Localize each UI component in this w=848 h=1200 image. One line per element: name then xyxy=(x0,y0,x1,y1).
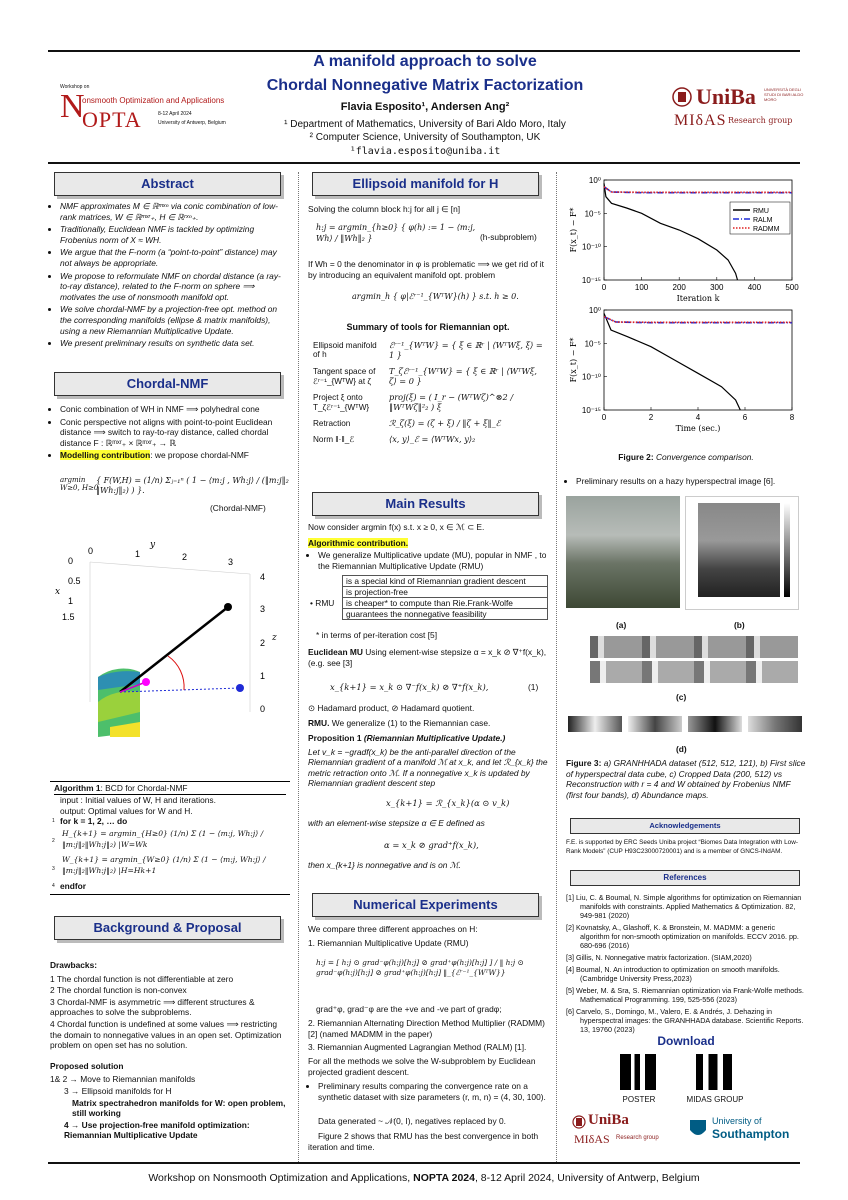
midas-logo: MIδAS xyxy=(674,112,727,129)
fig3-label-c: (c) xyxy=(676,692,687,702)
drawback-item: 3 Chordal-NMF is asymmetric ⟹ different structures & approaches to solve the subproblems. xyxy=(50,996,255,1018)
hazy-bullet-wrap xyxy=(566,476,806,489)
fig3d-xtick: 0 xyxy=(88,546,94,556)
fig3-caption-label: Figure 3: xyxy=(566,758,602,768)
fig3d-hemisphere xyxy=(98,669,140,737)
series-line-radmm xyxy=(604,187,792,193)
tools-row xyxy=(310,364,546,388)
prop-text: Let v_k = −gradf(x_k) be the anti-parallel direction of the Riemannian gradient of a manifold ℳ at x_k, and let ℛ_{x_k} the metric retraction onto ℳ. If a nonnegative x_k is updated by Riemannian gradient descent step xyxy=(308,746,548,789)
series-line-rmu xyxy=(604,183,738,280)
fig3d-angle-arc xyxy=(168,656,184,690)
x-tick-label: 2 xyxy=(648,413,654,422)
algorithm-title: Algorithm 1 xyxy=(54,783,101,793)
tool-name: Norm ‖·‖_ℰ xyxy=(313,435,355,444)
modelling-contribution-label: Modelling contribution xyxy=(60,450,151,461)
algo-contrib-label: Algorithmic contribution. xyxy=(308,538,409,548)
x-tick-label: 8 xyxy=(789,413,795,422)
algorithm-line3: W_{k+1} = argmin_{W≥0} (1/n) Σ (1 − ⟨m:j, Wh:j⟩ / ‖m:j‖₂‖Wh:j‖₂) |H=Hk+1 xyxy=(62,855,266,875)
footer-text xyxy=(48,1172,800,1184)
euclid-mu-label: Euclidean MU xyxy=(308,647,363,657)
cropped-row-bottom xyxy=(590,661,798,683)
algorithm-line1: for k = 1, 2, … do xyxy=(60,816,128,826)
ellipsoid-heading: Ellipsoid manifold for H xyxy=(312,172,539,196)
hadamard-note: ⊙ Hadamard product, ⊘ Hadamard quotient. xyxy=(308,703,475,713)
prop-text2: with an element-wise stepsize α ∈ E defined as xyxy=(308,818,485,828)
numerical-item2: 2. Riemannian Alternating Direction Method Multiplier (RADMM) [2] (named MADMM in the paper) xyxy=(308,1018,545,1039)
fig3d-blue-point xyxy=(236,684,244,692)
h-subproblem-tag: (h-subproblem) xyxy=(480,232,537,242)
x-tick-label: 300 xyxy=(710,283,724,292)
drawback-item: 4 Chordal function is undefined at some values ⟹ restricting the domain to nonnegative values in an open set. Optimization problem on open set has no solution. xyxy=(50,1018,282,1051)
abstract-item: • Traditionally, Euclidean NMF is tackled by optimizing Frobenius norm of X ≈ WH. xyxy=(60,224,290,245)
cropped-data-strip xyxy=(576,636,798,684)
references-list xyxy=(566,893,806,1037)
prop-eq2: α = x_k ⊘ grad⁺f(x_k), xyxy=(384,840,479,850)
bottom-midas-logo: MIδAS xyxy=(574,1132,610,1146)
abundance-maps xyxy=(566,712,806,734)
uniba-wordmark: UniBa xyxy=(696,84,756,109)
rmu-gen-label: RMU. xyxy=(308,718,330,728)
x-tick-label: 200 xyxy=(672,283,686,292)
proposition xyxy=(308,733,548,792)
bottom-uniba-wordmark: UniBa xyxy=(588,1112,629,1128)
algorithm-line2: H_{k+1} = argmin_{H≥0} (1/n) Σ (1 − ⟨m:j, Wh:j⟩ / ‖m:j‖₂‖Wh:j‖₂) |W=Wk xyxy=(62,829,264,849)
uniba-logo xyxy=(672,84,802,134)
bottom-logos xyxy=(572,1112,804,1152)
rmu-property: is projection-free xyxy=(343,587,548,598)
workshop-logo-place: University of Antwerp, Belgium xyxy=(158,120,226,126)
y-tick-label: 10⁻⁵ xyxy=(584,339,601,349)
x-tick-label: 100 xyxy=(634,283,649,292)
drawback-item: 1 The chordal function is not differentiable at zero xyxy=(50,973,234,984)
ack-text: F.E. is supported by ERC Seeds Uniba project “Biomes Data Integration with Low-Rank Models” (CUP H93C23000720001) and is a member of GNCS-INdAM. xyxy=(566,839,798,855)
algorithm-title-rest: : BCD for Chordal-NMF xyxy=(100,783,188,793)
southampton-name: Southampton xyxy=(712,1127,790,1141)
workshop-logo-date: 8-12 April 2024 xyxy=(158,111,192,117)
fig3d-ytick: 1.5 xyxy=(62,612,75,622)
series-line-rmu xyxy=(604,313,740,410)
chordal-item-modelling xyxy=(60,450,290,461)
abundance-map xyxy=(628,716,682,732)
ellipsoid-intro: Solving the column block h:j for all j ∈ [n] xyxy=(308,204,461,214)
workshop-logo-opta: OPTA xyxy=(82,107,142,132)
email: ¹flavia.esposito@uniba.it xyxy=(349,146,501,157)
chordal-item: • Conic combination of WH in NMF ⟹ polyhedral cone xyxy=(60,404,290,415)
proposed-label: Proposed solution xyxy=(50,1060,124,1071)
x-tick-label: 400 xyxy=(747,283,762,292)
y-tick-label: 10⁰ xyxy=(588,176,601,185)
fig3d-xlabel: y xyxy=(150,540,156,550)
fig3d-ylabel: x xyxy=(55,587,61,597)
eq1: x_{k+1} = x_k ⊙ ∇⁻f(x_k) ⊘ ∇⁺f(x_k), xyxy=(330,682,489,692)
manifold-problem: argmin_h { φ|ℰʳ⁻¹_{WᵀW}(h) } s.t. h ≥ 0. xyxy=(352,292,519,301)
footer-bold: NOPTA 2024 xyxy=(413,1172,475,1184)
chart-frame xyxy=(604,310,792,410)
abundance-map xyxy=(688,716,742,732)
fig3d-black-line xyxy=(120,607,228,692)
abundance-map xyxy=(748,716,802,732)
y-tick-label: 10⁻¹⁵ xyxy=(581,406,601,415)
fig3-label-d: (d) xyxy=(676,744,687,754)
background-body xyxy=(50,960,290,1144)
reference-item: [1] Liu, C. & Boumal, N. Simple algorithms for optimization on Riemannian manifolds with constraints. Applied Mathematics & Optimization. 82, 949-981 (2020) xyxy=(566,893,802,920)
main-results-consider: Now consider argmin f(x) s.t. x ≥ 0, x ∈ ℳ ⊂ E. xyxy=(308,522,485,532)
x-tick-label: 6 xyxy=(742,413,748,422)
midas-subtitle: Research group xyxy=(728,116,793,125)
main-results-heading: Main Results xyxy=(312,492,539,516)
proposed-item: 3 → Ellipsoid manifolds for H xyxy=(64,1085,172,1096)
workshop-logo-line: onsmooth Optimization and Applications xyxy=(82,96,225,105)
midas-qr-code[interactable] xyxy=(696,1054,732,1090)
y-tick-label: 10⁻¹⁰ xyxy=(582,372,601,382)
rmu-property: is cheaper* to compute than Rie.Frank-Wolfe xyxy=(343,598,548,609)
tools-table xyxy=(308,336,548,448)
ellipsoid-problem-text: If Wh = 0 the denominator in φ is problematic ⟹ we get rid of it by introducing an equivalent manifold opt. problem xyxy=(308,259,544,280)
y-tick-label: 10⁻¹⁰ xyxy=(582,242,601,252)
legend-label: RMU xyxy=(753,208,769,215)
rmu-generalize xyxy=(308,718,548,729)
figure-note: Figure 2 shows that RMU has the best convergence in both iteration and time. xyxy=(308,1131,539,1152)
abstract-item: • We present preliminary results on synthetic data set. xyxy=(60,338,290,349)
algorithm-line-num: 2 xyxy=(52,838,55,844)
prop-label: Proposition 1 xyxy=(308,733,362,743)
numerical-intro: We compare three different approaches on H: xyxy=(308,924,478,934)
fig3d-xtick: 1 xyxy=(135,549,141,559)
hazy-slice xyxy=(698,503,780,597)
tools-row xyxy=(310,390,546,414)
prop-text3: then x_{k+1} is nonnegative and is on ℳ. xyxy=(308,860,462,870)
chordal-item: • Conic perspective not aligns with point-to-point Euclidean distance ⟹ switch to ray-to-ray distance, called chordal distance F : ℝᵐˣʳ₊ × ℝᵐˣʳ₊ → ℝ xyxy=(60,417,290,449)
affiliation-1: ¹ Department of Mathematics, University of Bari Aldo Moro, Italy xyxy=(284,119,566,130)
convergence-iteration-chart xyxy=(566,172,806,307)
numerical-bullet: • Preliminary results comparing the convergence rate on a synthetic dataset with size parameters (r, m, n) = (4, 30, 100). xyxy=(318,1081,548,1102)
x-tick-label: 4 xyxy=(695,413,701,422)
legend-label: RADMM xyxy=(753,226,780,233)
tools-row xyxy=(310,416,546,430)
hazy-colorbar xyxy=(784,503,790,597)
x-tick-label: 500 xyxy=(785,283,799,292)
euclid-mu-text: Using element-wise stepsize α = x_k ⊘ ∇⁺f(x_k), (e.g. see [3] xyxy=(308,647,547,668)
numerical-heading: Numerical Experiments xyxy=(312,893,539,917)
proposed-item: Matrix spectrahedron manifolds for W: open problem, still working xyxy=(72,1097,286,1119)
rmu-note: * in terms of per-iteration cost [5] xyxy=(316,630,438,640)
numerical-item3: 3. Riemannian Augmented Lagrangian Method (RALM) [1]. xyxy=(308,1042,527,1052)
x-tick-label: 0 xyxy=(601,283,607,292)
workshop-logo-n: N xyxy=(60,88,85,125)
series-line-ralm xyxy=(604,187,792,193)
y-tick-label: 10⁻¹⁵ xyxy=(581,276,601,285)
fig2-caption-label: Figure 2: xyxy=(618,452,654,462)
column-divider xyxy=(298,172,299,1162)
rmu-label-text: RMU xyxy=(315,598,335,608)
tools-title: Summary of tools for Riemannian opt. xyxy=(346,322,510,332)
series-line-radmm xyxy=(604,317,792,323)
chordal-formula-tag: (Chordal-NMF) xyxy=(210,503,266,513)
numerical-item1: 1. Riemannian Multiplicative Update (RMU) xyxy=(308,938,469,948)
prop-eq: x_{k+1} = ℛ_{x_k}(α ⊙ v_k) xyxy=(386,798,510,808)
tool-formula: ℰʳ⁻¹_{WᵀW} = { ξ ∈ ℝʳ | ⟨WᵀWξ, ξ⟩ = 1 } xyxy=(389,340,543,360)
chordal-list xyxy=(50,404,290,461)
abstract-item: • We argue that the F-norm (a “point-to-point” distance) may not always be appropriate. xyxy=(60,247,290,268)
proposed-item: 4 → Use projection-free manifold optimization: Riemannian Multiplicative Update xyxy=(64,1119,250,1141)
fig3d-ztick: 2 xyxy=(260,638,266,648)
fig3d-black-point xyxy=(224,603,232,611)
chordal-nmf-heading: Chordal-NMF xyxy=(54,372,281,396)
fig3d-ytick: 0 xyxy=(68,556,74,566)
reference-item: [6] Carvelo, S., Domingo, M., Valero, E. & Andrés, J. Dehazing in hyperspectral images: the GRANHHADA database. Scientific Reports. 13, 19760 (2023) xyxy=(566,1007,804,1034)
algorithm-line-num: 4 xyxy=(52,883,55,889)
fig3d-ztick: 0 xyxy=(260,704,266,714)
fig3-caption xyxy=(566,758,806,800)
y-tick-label: 10⁻⁵ xyxy=(584,209,601,219)
fig3d-ztick: 3 xyxy=(260,604,266,614)
workshop-logo-top: Workshop on xyxy=(60,84,90,90)
chordal-formula-lhs: argmin W≥0, H≥0 xyxy=(60,476,99,492)
x-tick-label: 0 xyxy=(601,413,607,422)
algo-contrib-wrap xyxy=(308,538,408,549)
authors: Flavia Esposito¹, Andersen Ang² xyxy=(340,101,510,113)
header-bottom-rule xyxy=(48,162,800,164)
cropped-row-top xyxy=(590,636,798,658)
abstract-item: • We propose to reformulate NMF on chordal distance (a ray-to-ray distance), related to the F-norm on sphere ⟹ motivates the use of nonsmooth manifold opt. xyxy=(60,271,290,303)
reference-item: [4] Boumal, N. An introduction to optimization on smooth manifolds. (Cambridge University Press,2023) xyxy=(566,965,780,983)
drawbacks-label: Drawbacks: xyxy=(50,960,98,970)
series-line-ralm xyxy=(604,317,792,323)
h-subproblem: h:j = argmin_{h≥0} { φ(h) := 1 − ⟨m:j, Wh⟩ / ‖Wh‖₂ } xyxy=(316,223,476,243)
fig3d-ztick: 4 xyxy=(260,572,266,582)
poster-qr-label: POSTER xyxy=(622,1095,656,1104)
algorithm-line-num: 3 xyxy=(52,866,55,872)
refs-heading: References xyxy=(570,870,800,886)
hazy-image-a xyxy=(566,496,680,608)
prop-name: (Riemannian Multiplicative Update.) xyxy=(363,733,506,743)
reference-item: [5] Weber, M. & Sra, S. Riemannian optimization via Frank-Wolfe methods. Mathematical Programming. 199, 525-556 (2023) xyxy=(566,986,804,1004)
ack-heading: Acknowledgements xyxy=(570,818,800,834)
bottom-midas-sub: Research group xyxy=(616,1135,659,1141)
rmu-label: • RMU xyxy=(310,598,335,608)
euclid-mu xyxy=(308,647,548,668)
algorithm-title-line xyxy=(54,783,286,795)
algorithm-input: input : Initial values of W, H and iterations. xyxy=(60,795,216,805)
rmu-formula: h:j = [ h:j ⊙ grad⁻φ(h:j)[h:j] ⊘ grad⁺φ(h:j)[h:j] ] / ‖ h:j ⊙ grad⁻φ(h:j)[h:j] ⊘ grad⁺φ(h:j)[h:j] ‖_{ℰʳ⁻¹_{WᵀW}} xyxy=(316,958,524,977)
numerical-for-all: For all the methods we solve the W-subproblem by Euclidean projected gradient descent. xyxy=(308,1056,536,1077)
footer-pre: Workshop on Nonsmooth Optimization and Applications, xyxy=(148,1172,414,1184)
tool-formula: proj(ξ) = ( I_r − (WᵀWζ)^⊗2 / ‖WᵀWζ‖²₂ ) ξ xyxy=(389,392,514,412)
y-axis-label: F(x_t) − F* xyxy=(569,337,578,383)
fig2-caption xyxy=(566,452,806,462)
background-heading: Background & Proposal xyxy=(54,916,281,940)
chordal-3d-figure xyxy=(50,532,290,782)
x-axis-label: Iteration k xyxy=(676,294,720,303)
algorithm-output: output: Optimal values for W and H. xyxy=(60,806,193,816)
poster-title-line2: Chordal Nonnegative Matrix Factorization xyxy=(266,77,584,94)
poster-title-line1: A manifold approach to solve xyxy=(313,53,537,70)
fig3-label-b: (b) xyxy=(734,620,745,630)
convergence-time-chart xyxy=(566,302,806,437)
main-bullet1: • We generalize Multiplicative update (MU), popular in NMF , to the Riemannian Multiplicative Update (RMU) xyxy=(318,550,548,571)
tool-name: Project ξ onto T_ζℰʳ⁻¹_{WᵀW} xyxy=(313,392,370,412)
footer-rule xyxy=(48,1162,800,1164)
y-tick-label: 10⁰ xyxy=(588,306,601,315)
abstract-list xyxy=(50,201,290,349)
algorithm-line4: endfor xyxy=(60,881,87,891)
tool-formula: ℛ_ζ(ξ) = (ζ + ξ) / ‖ζ + ξ‖_ℰ xyxy=(389,418,501,428)
reference-item: [3] Gillis, N. Nonnegative matrix factorization. (SIAM,2020) xyxy=(566,953,752,962)
x-axis-label: Time (sec.) xyxy=(675,424,721,433)
poster-qr-code[interactable] xyxy=(620,1054,656,1090)
rmu-gen-text: We generalize (1) to the Riemannian case. xyxy=(331,718,491,728)
uniba-seal-icon xyxy=(572,1114,586,1130)
tool-formula: ⟨x, y⟩_ℰ = ⟨WᵀWx, y⟩₂ xyxy=(389,434,476,444)
fig3d-ztick: 1 xyxy=(260,671,266,681)
uniba-subtitle: UNIVERSITÀ DEGLI STUDI DI BARI ALDO MORO xyxy=(764,87,804,102)
rmu-properties xyxy=(342,575,548,620)
fig3d-ytick: 1 xyxy=(68,596,74,606)
modelling-contribution-text: : we propose chordal-NMF xyxy=(150,450,249,461)
fig3d-ytick: 0.5 xyxy=(68,576,81,586)
abundance-map xyxy=(568,716,622,732)
hazy-bullet: • Preliminary results on a hazy hyperspectral image [6]. xyxy=(576,476,806,487)
grad-note: grad⁺φ, grad⁻φ are the +ve and -ve part of gradφ; xyxy=(316,1004,502,1014)
rmu-property: is a special kind of Riemannian gradient descent xyxy=(343,576,548,587)
fig3-caption-text: a) GRANHHADA dataset (512, 512, 121), b) First slice of hyperspectral data cube, c) Cropped Data (200, 512) vs Reconstruction with r = 4 and W obtained by Frobenius NMF (first four bands), d) Abundance maps. xyxy=(566,758,806,800)
fig3d-magenta-point xyxy=(142,678,150,686)
fig3-label-a: (a) xyxy=(616,620,627,630)
tool-formula: T_ζℰʳ⁻¹_{WᵀW} = { ξ ∈ ℝʳ | ⟨WᵀWξ, ζ⟩ = 0 } xyxy=(389,366,538,386)
download-heading: Download xyxy=(657,1034,715,1048)
hazy-image-b xyxy=(685,496,799,610)
numerical-bullet-wrap xyxy=(308,1081,548,1104)
southampton-crest-icon xyxy=(688,1118,708,1140)
tool-name: Retraction xyxy=(313,418,351,428)
midas-qr-label: MIDAS GROUP xyxy=(686,1095,744,1104)
footer-post: , 8-12 April 2024, University of Antwerp, Belgium xyxy=(474,1172,700,1184)
reference-item: [2] Kovnatsky, A., Glashoff, K. & Bronstein, M. MADMM: a generic algorithm for non-smooth optimization on manifolds. ECCV 2016. pp. 680-696 (2016) xyxy=(566,923,799,950)
workshop-logo xyxy=(58,84,248,144)
main-bullet1-wrap xyxy=(308,550,548,573)
tools-row xyxy=(310,338,546,362)
algorithm-box xyxy=(50,781,290,895)
tool-name: Tangent space of ℰʳ⁻¹_{WᵀW} at ζ xyxy=(313,366,376,386)
abstract-item: • We solve chordal-NMF by a projection-free opt. method on the corresponding manifolds (ellipse & matrix manifolds), using a new Riemannian Multiplicative Update. xyxy=(60,304,290,336)
chordal-nmf-body xyxy=(50,404,290,463)
abstract-body xyxy=(50,201,290,351)
legend-label: RALM xyxy=(753,217,773,224)
y-axis-label: F(x_t) − F* xyxy=(569,207,578,253)
proposed-item: 1& 2 → Move to Riemannian manifolds xyxy=(50,1074,196,1085)
column-divider xyxy=(556,172,557,1162)
data-gen: Data generated ~ 𝒩(0, I), negatives replaced by 0. xyxy=(318,1116,506,1126)
drawback-item: 2 The chordal function is non-convex xyxy=(50,985,187,996)
affiliation-2: ² Computer Science, University of Southampton, UK xyxy=(309,132,541,143)
fig2-caption-text: Convergence comparison. xyxy=(655,452,754,462)
southampton-pre: University of xyxy=(712,1116,762,1126)
abstract-heading: Abstract xyxy=(54,172,281,196)
tool-name: Ellipsoid manifold of h xyxy=(313,341,377,359)
fig3d-xtick: 2 xyxy=(182,552,188,562)
algorithm-line-num: 1 xyxy=(52,818,55,824)
tools-row xyxy=(310,432,546,446)
eq1-tag: (1) xyxy=(528,682,539,692)
uniba-seal-icon xyxy=(672,86,692,108)
abstract-item: • NMF approximates M ∈ ℝᵐˣⁿ via conic combination of low-rank matrices, W ∈ ℝᵐˣʳ₊, H ∈ ℝʳˣⁿ₊. xyxy=(60,201,290,222)
rmu-property: guarantees the nonnegative feasibility xyxy=(343,609,548,620)
fig3d-zlabel: z xyxy=(272,633,277,643)
chordal-formula: { F(W,H) = (1/n) Σⱼ₌₁ⁿ ( 1 − ⟨m:j , Wh:j⟩ / (‖m:j‖₂ ‖Wh:j‖₂) ) }. xyxy=(96,476,289,495)
fig3d-xtick: 3 xyxy=(228,557,234,567)
